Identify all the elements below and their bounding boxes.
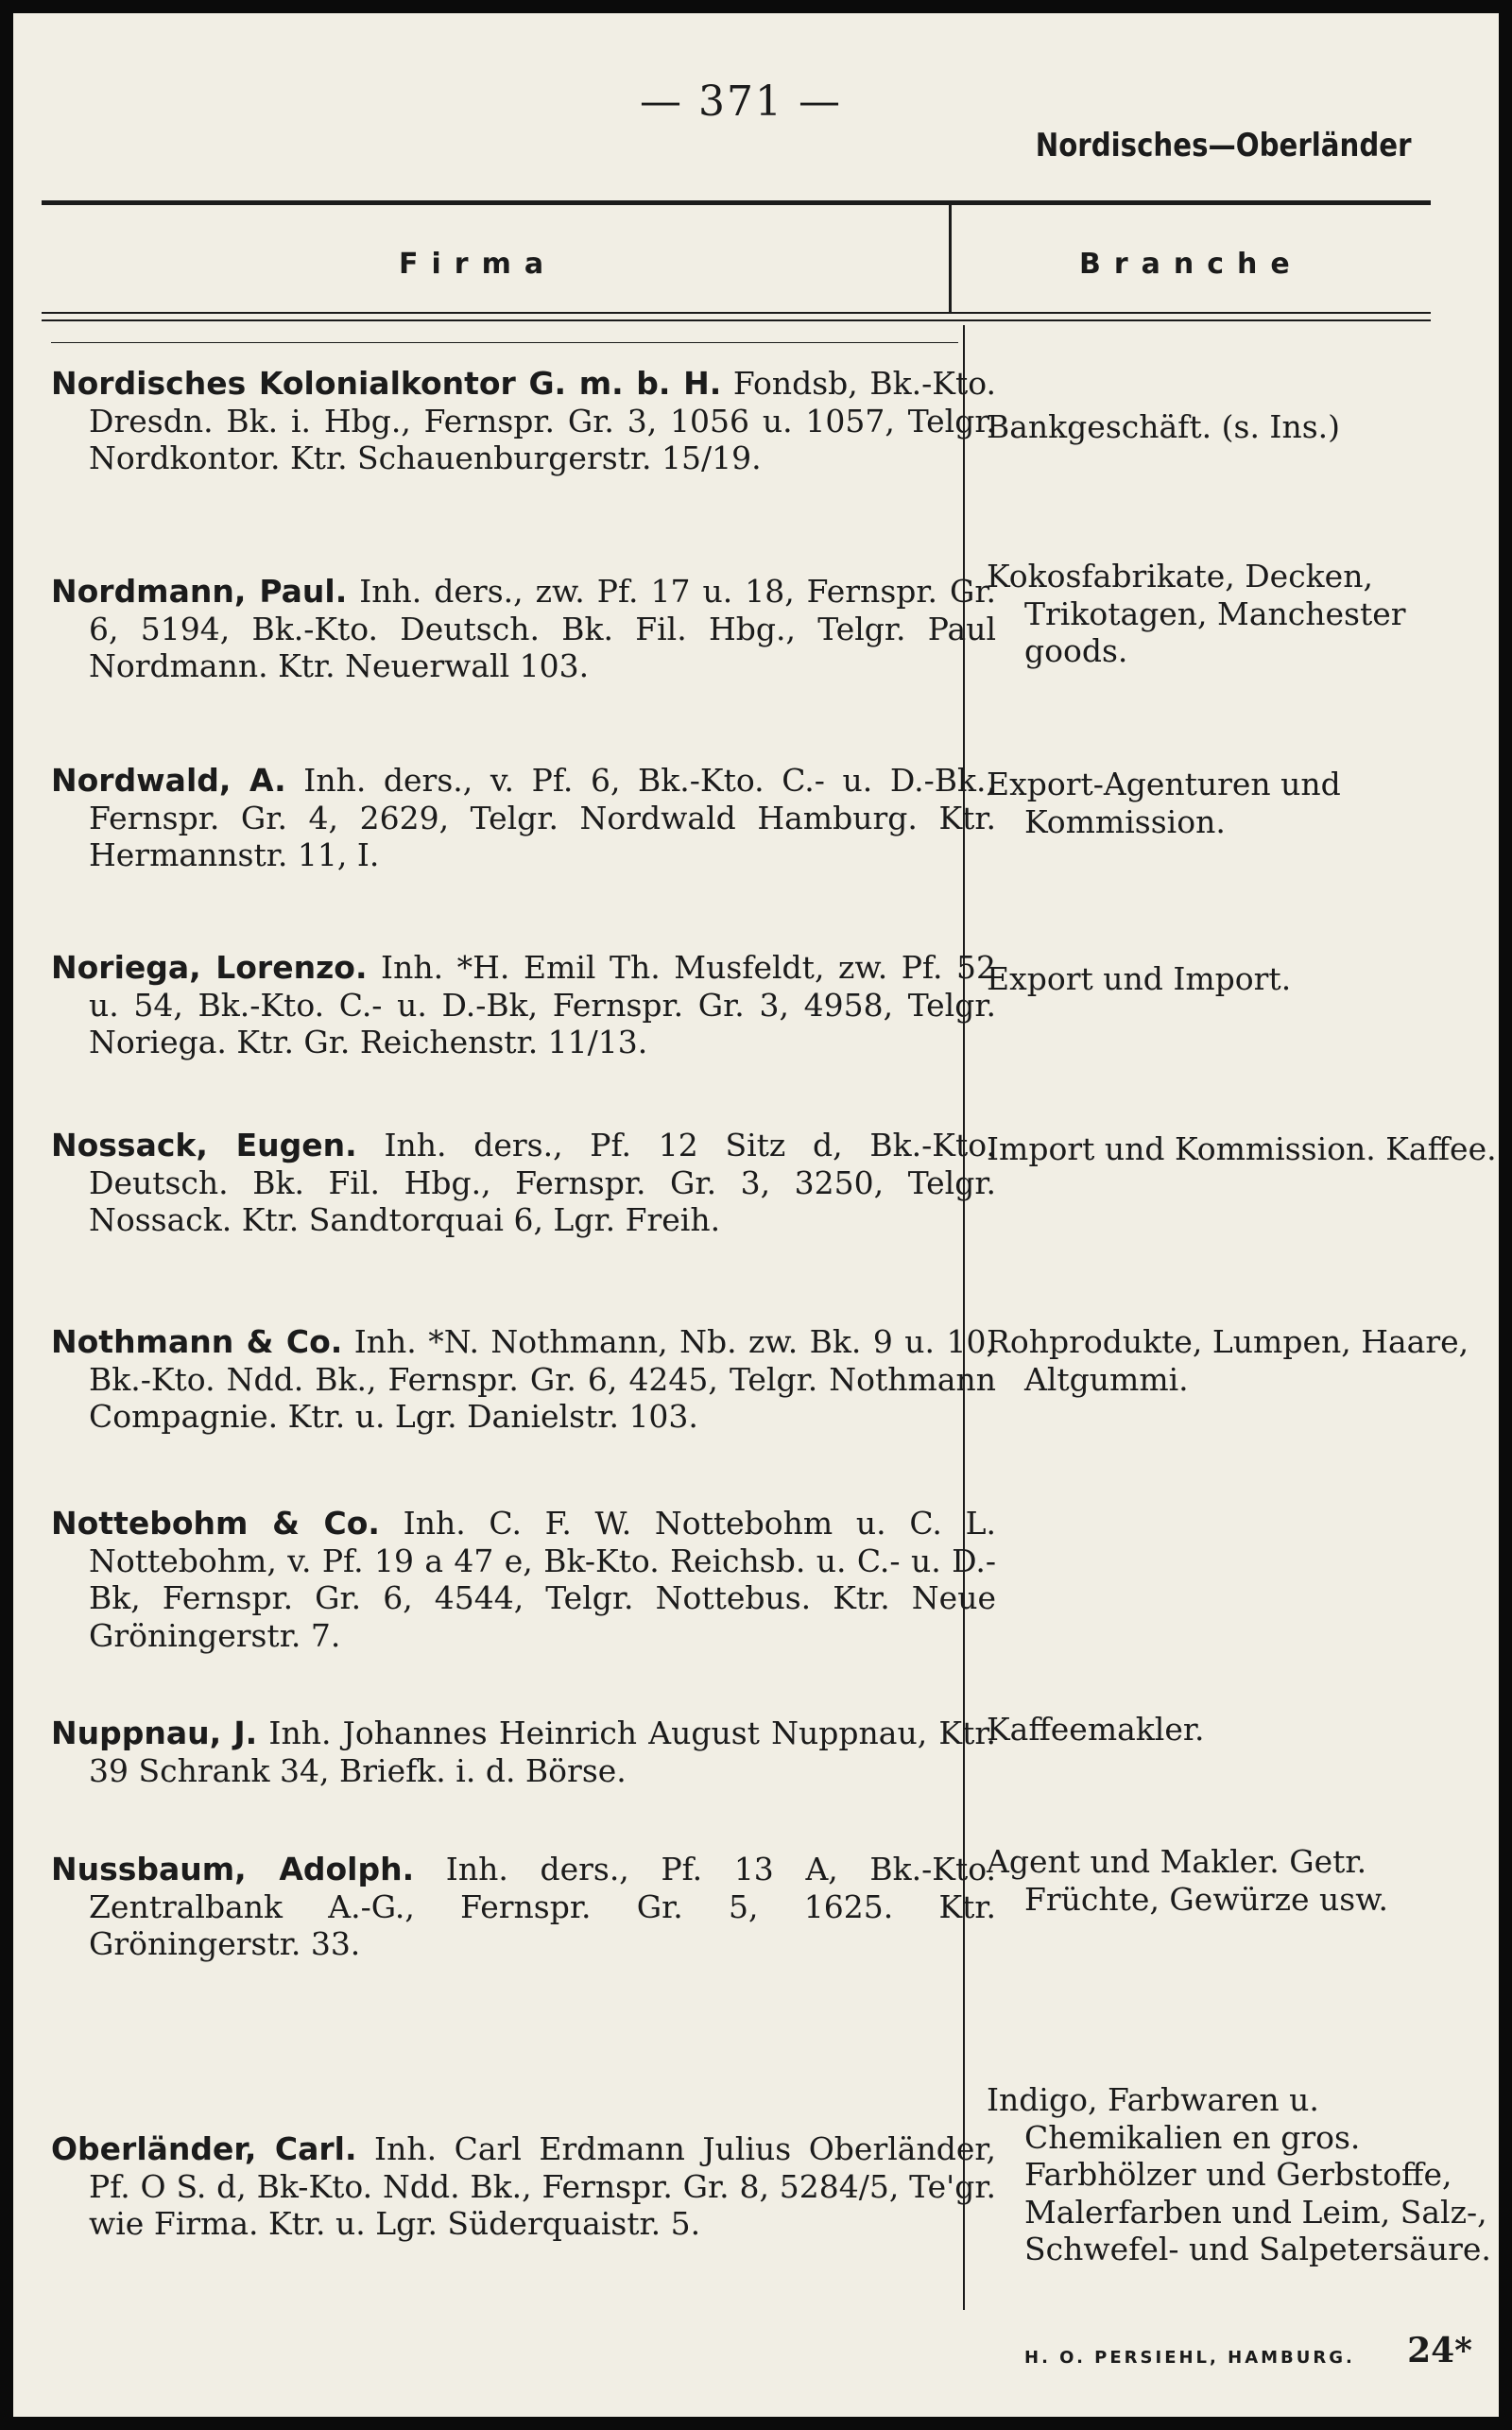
firm-name: Nottebohm & Co.: [51, 1505, 380, 1542]
firm-name: Nothmann & Co.: [51, 1323, 343, 1360]
branch-nordmann: Kokosfabrikate, Decken, Trikotagen, Manchester goods.: [987, 558, 1406, 670]
entry-nuppnau: [51, 1715, 996, 1789]
branch-nuppnau: Kaffeemakler.: [987, 1711, 1205, 1748]
firm-details: Inh. *N. Nothmann, Nb. zw. Bk. 9 u. 10, Bk.-Kto. Ndd. Bk., Fernspr. Gr. 6, 4245, Telgr. Nothmann Compagnie. Ktr. u. Lgr. Danielstr. 103.: [89, 1323, 996, 1436]
firm-details: Inh. *H. Emil Th. Musfeldt, zw. Pf. 52 u. 54, Bk.-Kto. C.- u. D.-Bk, Fernspr. Gr. 3, 4958, Telgr. Noriega. Ktr. Gr. Reichenstr. 11/13.: [89, 949, 997, 1061]
branch-nossack: Import und Kommission. Kaffee.: [987, 1130, 1497, 1167]
firm-name: Nordwald, A.: [51, 762, 286, 799]
running-head: Nordisches—Oberländer: [1036, 127, 1412, 164]
entry-noriega: [51, 949, 996, 1061]
signature-mark: 24*: [1407, 2331, 1472, 2370]
firm-name: Nossack, Eugen.: [51, 1127, 357, 1163]
entry-oberlaender: [51, 2130, 996, 2243]
firm-details: Inh. C. F. W. Nottebohm u. C. L. Nottebohm, v. Pf. 19 a 47 e, Bk-Kto. Reichsb. u. C.- u. D.-Bk, Fernspr. Gr. 6, 4544, Telgr. Nottebus. Ktr. Neue Gröningerstr. 7.: [89, 1505, 996, 1654]
branch-nussbaum: Agent und Makler. Getr. Früchte, Gewürze usw.: [987, 1843, 1389, 1918]
firm-name: Nuppnau, J.: [51, 1715, 258, 1751]
firm-column-heading: Firma: [399, 248, 558, 281]
entry-nordisches: [51, 365, 996, 477]
branch-nordisches: Bankgeschäft. (s. Ins.): [987, 408, 1341, 445]
firm-details: Inh. ders., zw. Pf. 17 u. 18, Fernspr. Gr. 6, 5194, Bk.-Kto. Deutsch. Bk. Fil. Hbg., Telgr. Paul Nordmann. Ktr. Neuerwall 103.: [89, 573, 996, 685]
firm-details: Inh. ders., v. Pf. 6, Bk.-Kto. C.- u. D.-Bk., Fernspr. Gr. 4, 2629, Telgr. Nordwald Hamburg. Ktr. Hermannstr. 11, I.: [89, 762, 996, 874]
entry-nossack: [51, 1127, 996, 1239]
firm-details: Inh. ders., Pf. 12 Sitz d, Bk.-Kto. Deutsch. Bk. Fil. Hbg., Fernspr. Gr. 3, 3250, Telgr. Nossack. Ktr. Sandtorquai 6, Lgr. Freih.: [89, 1127, 996, 1239]
page-number: — 371 —: [640, 78, 842, 126]
directory-page: [13, 13, 1499, 2417]
printer-imprint: H. O. PERSIEHL, HAMBURG.: [1024, 2348, 1355, 2368]
branch-noriega: Export und Import.: [987, 960, 1292, 997]
entry-nordwald: [51, 762, 996, 874]
firm-name: Nussbaum, Adolph.: [51, 1851, 415, 1887]
firm-details: Inh. Johannes Heinrich August Nuppnau, Ktr. 39 Schrank 34, Briefk. i. d. Börse.: [89, 1715, 996, 1789]
firm-name: Noriega, Lorenzo.: [51, 949, 368, 986]
column-divider-header: [949, 200, 952, 314]
entry-nothmann: [51, 1323, 996, 1436]
firm-details: Inh. Carl Erdmann Julius Oberländer, Pf. O S. d, Bk-Kto. Ndd. Bk., Fernspr. Gr. 8, 5284/5, Te'gr. wie Firma. Ktr. u. Lgr. Süderquaistr. 5.: [89, 2130, 996, 2243]
branch-column-heading: Branche: [1079, 248, 1303, 281]
heading-rule-2: [42, 319, 1431, 321]
firm-details: Fondsb, Bk.-Kto. Dresdn. Bk. i. Hbg., Fernspr. Gr. 3, 1056 u. 1057, Telgr. Nordkontor. Ktr. Schauenburgerstr. 15/19.: [89, 365, 996, 477]
entry-nottebohm: [51, 1505, 996, 1654]
heading-rule-3: [51, 342, 958, 343]
branch-nordwald: Export-Agenturen und Kommission.: [987, 766, 1341, 840]
branch-oberlaender: Indigo, Farbwaren u. Chemikalien en gros. Farbhölzer und Gerbstoffe, Malerfarben und Leim, Salz-, Schwefel- und Salpetersäure.: [987, 2081, 1491, 2268]
entry-nussbaum: [51, 1851, 996, 1963]
firm-name: Nordisches Kolonialkontor G. m. b. H.: [51, 365, 722, 402]
heading-rule-1: [42, 312, 1431, 314]
branch-nothmann: Rohprodukte, Lumpen, Haare, Altgummi.: [987, 1323, 1469, 1398]
firm-name: Oberländer, Carl.: [51, 2130, 357, 2167]
top-rule: [42, 200, 1431, 205]
firm-details: Inh. ders., Pf. 13 A, Bk.-Kto. Zentralbank A.-G., Fernspr. Gr. 5, 1625. Ktr. Gröningerstr. 33.: [89, 1851, 996, 1963]
firm-name: Nordmann, Paul.: [51, 573, 348, 610]
entry-nordmann: [51, 573, 996, 685]
